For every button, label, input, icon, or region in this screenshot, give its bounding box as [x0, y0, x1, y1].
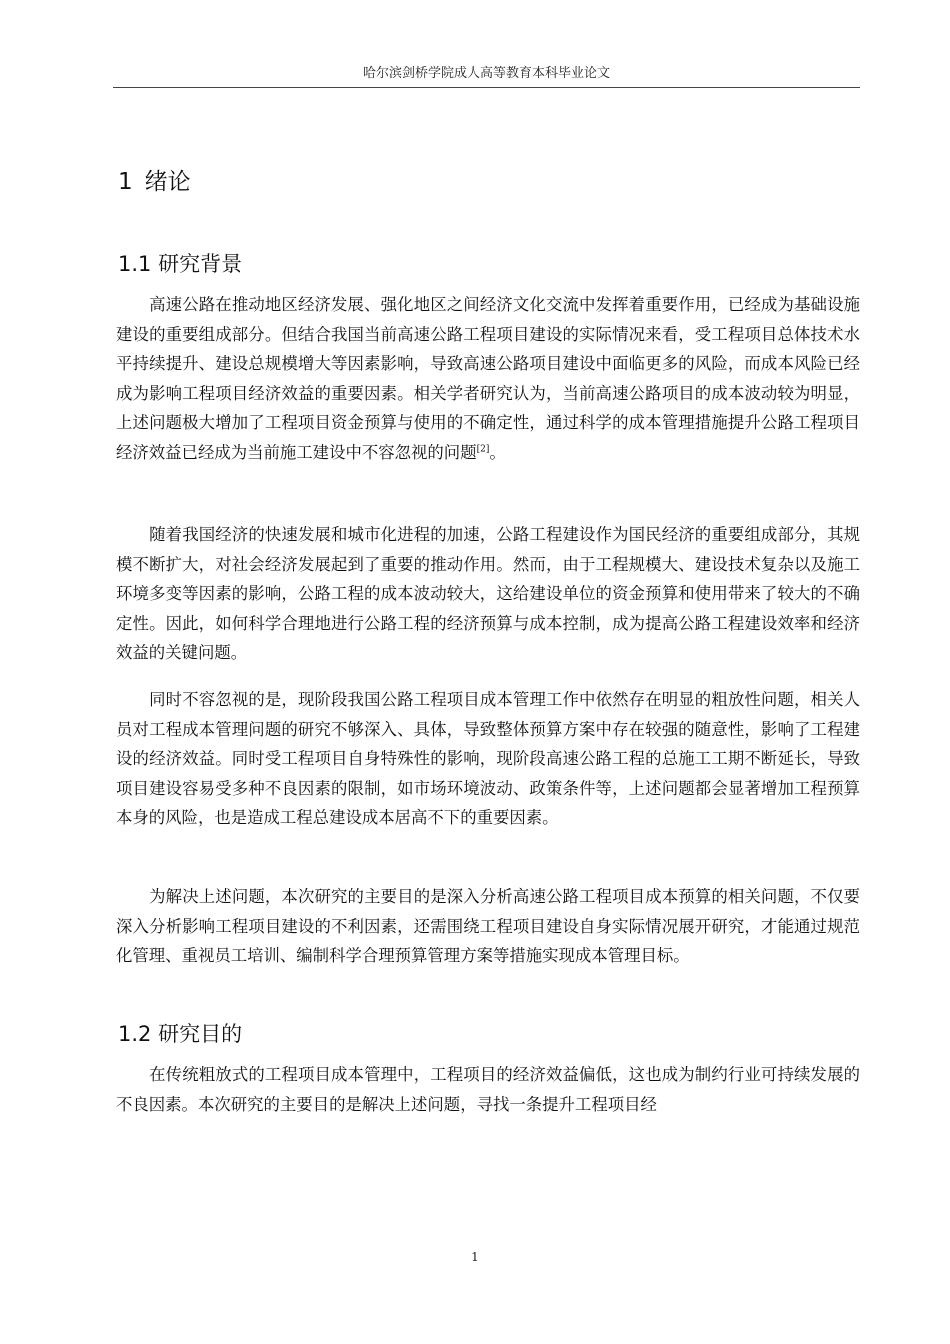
paragraph-background-3	[116, 685, 860, 833]
citation-ref: [2]	[476, 444, 490, 455]
paragraph-background-1	[116, 290, 860, 468]
chapter-heading	[118, 163, 191, 196]
chapter-title: 绪论	[144, 169, 191, 195]
paragraph-background-2	[116, 520, 860, 668]
section-heading-background: 1.1 研究背景	[118, 252, 243, 276]
page-number: 1	[471, 1250, 479, 1264]
paragraph-text: 在传统粗放式的工程项目成本管理中，工程项目的经济效益偏低，这也成为制约行业可持续发展的不良因素。本次研究的主要目的是解决上述问题，寻找一条提升工程项目经	[116, 1065, 860, 1114]
paragraph-text: 同时不容忽视的是，现阶段我国公路工程项目成本管理工作中依然存在明显的粗放性问题，相关人员对工程成本管理问题的研究不够深入、具体，导致整体预算方案中存在较强的随意性，影响了工程建设的经济效益。同时受工程项目自身特殊性的影响，现阶段高速公路工程的总施工工期不断延长，导致项目建设容易受多种不良因素的限制，如市场环境波动、政策条件等，上述问题都会显著增加工程预算本身的风险，也是造成工程总建设成本居高不下的重要因素。	[116, 690, 860, 828]
paragraph-text: 高速公路在推动地区经济发展、强化地区之间经济文化交流中发挥着重要作用，已经成为基础设施建设的重要组成部分。但结合我国当前高速公路工程项目建设的实际情况来看，受工程项目总体技术水平持续提升、建设总规模增大等因素影响，导致高速公路项目建设中面临更多的风险，而成本风险已经成为影响工程项目经济效益的重要因素。相关学者研究认为，当前高速公路项目的成本波动较为明显，上述问题极大增加了工程项目资金预算与使用的不确定性，通过科学的成本管理措施提升公路工程项目经济效益已经成为当前施工建设中不容忽视的问题	[116, 295, 860, 462]
paragraph-text: 随着我国经济的快速发展和城市化进程的加速，公路工程建设作为国民经济的重要组成部分，其规模不断扩大，对社会经济发展起到了重要的推动作用。然而，由于工程规模大、建设技术复杂以及施工环境多变等因素的影响，公路工程的成本波动较大，这给建设单位的资金预算和使用带来了较大的不确定性。因此，如何科学合理地进行公路工程的经济预算与成本控制，成为提高公路工程建设效率和经济效益的关键问题。	[116, 525, 860, 663]
citation-punct: 。	[489, 442, 506, 462]
paragraph-text: 为解决上述问题，本次研究的主要目的是深入分析高速公路工程项目成本预算的相关问题，不仅要深入分析影响工程项目建设的不利因素，还需围绕工程项目建设自身实际情况展开研究，才能通过规范化管理、重视员工培训、编制科学合理预算管理方案等措施实现成本管理目标。	[116, 887, 860, 966]
paragraph-purpose-1	[116, 1060, 860, 1119]
paragraph-background-4	[116, 882, 860, 971]
chapter-number: 1	[118, 169, 133, 195]
section-heading-purpose: 1.2 研究目的	[118, 1022, 243, 1046]
page-header: 哈尔滨剑桥学院成人高等教育本科毕业论文	[113, 62, 860, 88]
